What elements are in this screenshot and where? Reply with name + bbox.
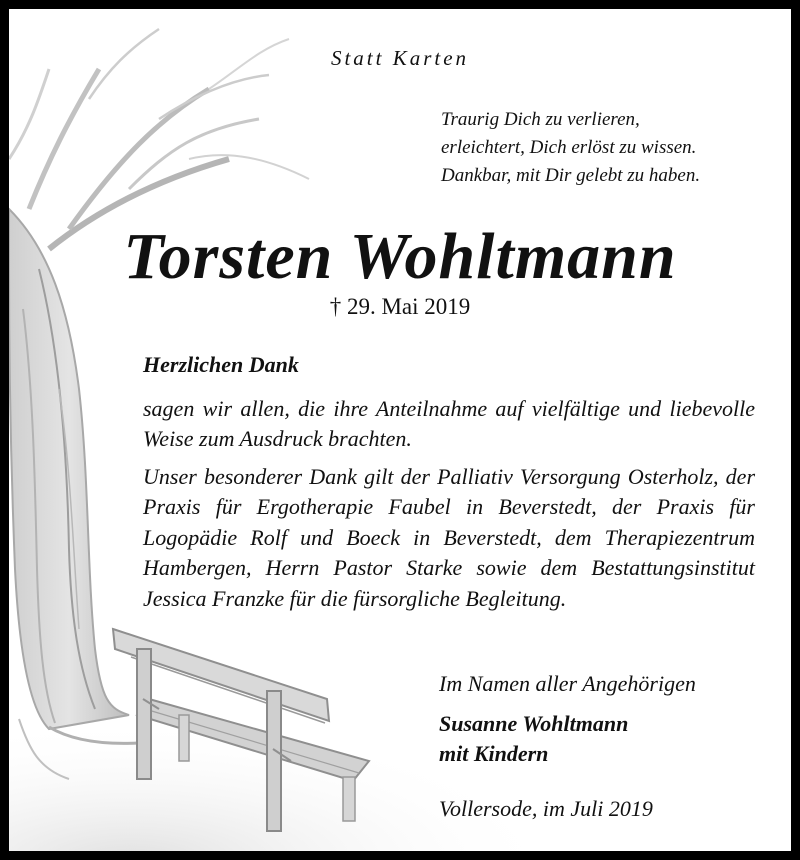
signature-name: Susanne Wohltmann <box>439 711 629 736</box>
signature-intro: Im Namen aller Angehörigen <box>439 671 696 696</box>
memorial-verse <box>441 106 700 190</box>
place-and-date: Vollersode, im Juli 2019 <box>439 796 653 821</box>
verse-line: Dankbar, mit Dir gelebt zu haben. <box>441 165 701 186</box>
heading-statt-karten: Statt Karten <box>330 46 470 70</box>
thanks-heading: Herzlichen Dank <box>143 352 299 377</box>
deceased-name: Torsten Wohltmann <box>123 220 677 293</box>
thanks-paragraph: sagen wir allen, die ihre Anteilnahme auf vielfältige und liebevolle Weise zum Ausdruck brachten. <box>143 396 755 452</box>
signature-names <box>439 709 628 769</box>
verse-line: Traurig Dich zu verlieren, <box>441 109 640 130</box>
special-thanks-paragraph: Unser besonderer Dank gilt der Palliativ Versorgung Osterholz, der Praxis für Ergotherapie Faubel in Beverstedt, der Praxis für Logopädie Rolf und Boeck in Beverstedt, dem Therapiezentrum Hambergen, Herrn Pastor Starke sowie dem Bestattungsinstitut Jessica Franzke für die fürsorgliche Begleitung. <box>143 464 755 611</box>
verse-line: erleichtert, Dich erlöst zu wissen. <box>441 137 697 158</box>
death-date: † 29. Mai 2019 <box>329 294 471 319</box>
signature-name: mit Kindern <box>439 741 549 766</box>
